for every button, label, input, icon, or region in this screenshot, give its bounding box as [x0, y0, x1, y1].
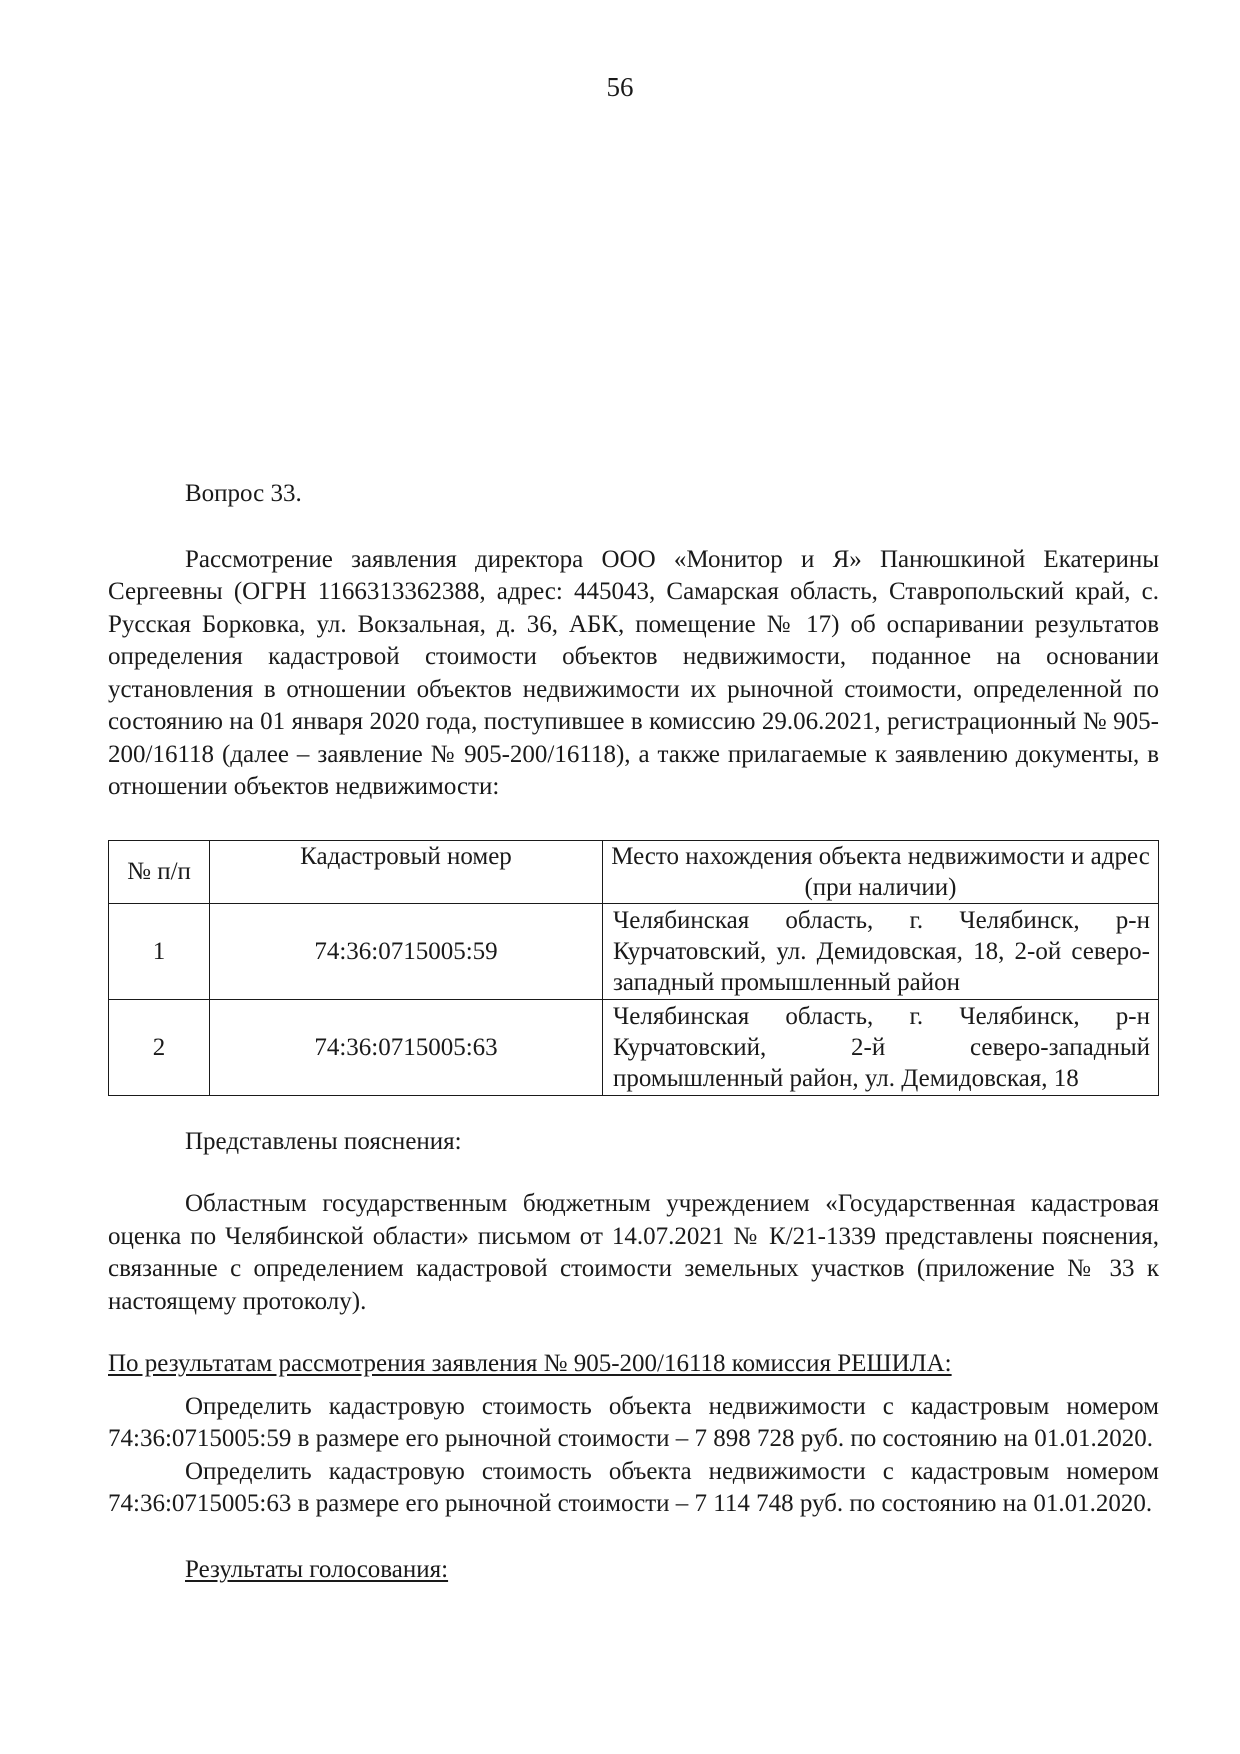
table-row: [109, 999, 1159, 1095]
table-row: [109, 903, 1159, 999]
explanations-paragraph: Областным государственным бюджетным учреждением «Государственная кадастровая оценка по Челябинской области» письмом от 14.07.2021 № К/21-1339 представлены пояснения, связанные с определением кадастровой стоимости земельных участков (приложение № 33 к настоящему протоколу).: [108, 1190, 1159, 1315]
row-address: Челябинская область, г. Челябинск, р-н Курчатовский, 2-й северо-западный промышленный район, ул. Демидовская, 18: [603, 999, 1159, 1095]
row-num: 1: [109, 903, 210, 999]
voting-heading-text: Результаты голосования:: [185, 1555, 449, 1583]
header-address: Место нахождения объекта недвижимости и адрес (при наличии): [603, 840, 1159, 903]
header-num: № п/п: [109, 840, 210, 903]
page-number: 56: [606, 72, 634, 102]
row-address: Челябинская область, г. Челябинск, р-н Курчатовский, ул. Демидовская, 18, 2-ой северо-западный промышленный район: [603, 903, 1159, 999]
header-cadastral: Кадастровый номер: [210, 840, 603, 903]
decision-heading-text: По результатам рассмотрения заявления № 905-200/16118 комиссия РЕШИЛА:: [108, 1350, 952, 1377]
table-header-row: [109, 840, 1159, 903]
document-body: [108, 478, 1159, 1586]
decision-1: Определить кадастровую стоимость объекта недвижимости с кадастровым номером 74:36:0715005:59 в размере его рыночной стоимости – 7 898 728 руб. по состоянию на 01.01.2020.: [108, 1392, 1159, 1452]
intro-paragraph: Рассмотрение заявления директора ООО «Монитор и Я» Панюшкиной Екатерины Сергеевны (ОГРН 1166313362388, адрес: 445043, Самарская область, Ставропольский край, с. Русская Борковка, ул. Вокзальная, д. 36, АБК, помещение № 17) об оспаривании результатов определения кадастровой стоимости объектов недвижимости, поданное на основании установления в отношении объектов недвижимости их рыночной стоимости, определенной по состоянию на 01 января 2020 года, поступившее в комиссию 29.06.2021, регистрационный № 905-200/16118 (далее – заявление № 905-200/16118), а также прилагаемые к заявлению документы, в отношении объектов недвижимости:: [108, 545, 1159, 800]
explanations-heading: Представлены пояснения:: [185, 1127, 462, 1155]
question-title: Вопрос 33.: [185, 480, 302, 507]
objects-table: [108, 840, 1159, 1096]
row-cadastral: 74:36:0715005:59: [210, 903, 603, 999]
voting-heading: [108, 1554, 1159, 1587]
row-cadastral: 74:36:0715005:63: [210, 999, 603, 1095]
row-num: 2: [109, 999, 210, 1095]
decision-heading: [108, 1348, 1159, 1381]
decision-2: Определить кадастровую стоимость объекта недвижимости с кадастровым номером 74:36:0715005:63 в размере его рыночной стоимости – 7 114 748 руб. по состоянию на 01.01.2020.: [108, 1457, 1159, 1517]
